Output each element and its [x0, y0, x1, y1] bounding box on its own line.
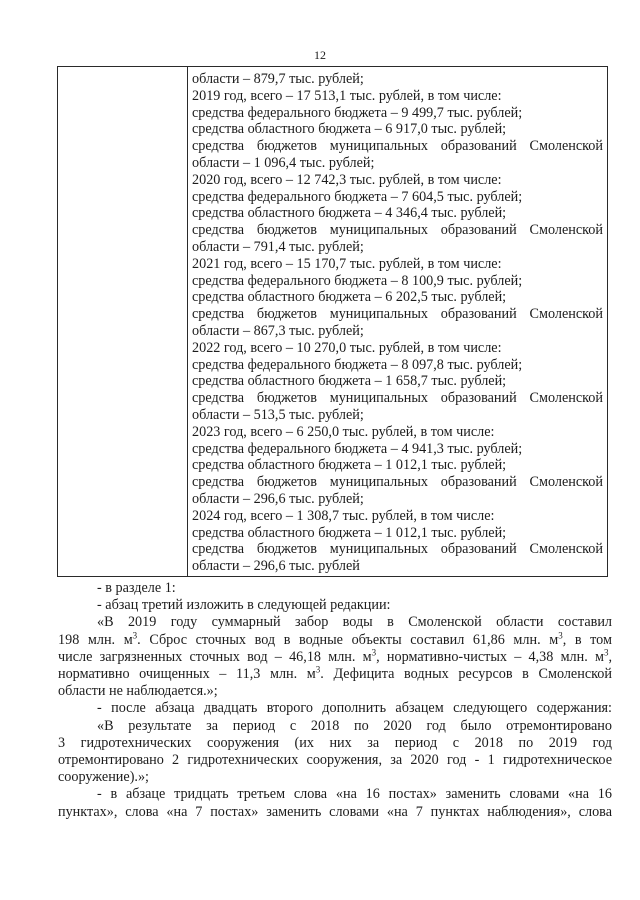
table-line: области – 296,6 тыс. рублей;	[192, 490, 364, 507]
paragraph-block	[58, 735, 612, 787]
table-line: 2024 год, всего – 1 308,7 тыс. рублей, в том числе:	[192, 507, 495, 524]
paragraph-line: «В 2019 году суммарный забор воды в Смоленской области составил	[97, 614, 612, 631]
paragraph-block	[58, 804, 612, 821]
table-line: средства федерального бюджета – 8 097,8 тыс. рублей;	[192, 356, 523, 373]
paragraph-line: числе загрязненных сточных вод – 46,18 млн. $м^3$, нормативно-чистых – 4,38 млн. $м^3$,	[58, 647, 612, 665]
table-line: средства бюджетов муниципальных образований Смоленской	[192, 474, 603, 491]
page-number: 12	[314, 48, 326, 62]
paragraph-line: - в абзаце тридцать третьем слова «на 16 постах» заменить словами «на 16	[97, 786, 612, 803]
paragraph-line: сооружение).»;	[58, 769, 149, 786]
table-line: средства бюджетов муниципальных образований Смоленской	[192, 306, 603, 323]
table-line: 2021 год, всего – 15 170,7 тыс. рублей, в том числе:	[192, 255, 502, 272]
table-line: средства бюджетов муниципальных образований Смоленской	[192, 138, 603, 155]
funding-table	[57, 66, 608, 577]
table-line: области – 867,3 тыс. рублей;	[192, 322, 364, 339]
table-line: средства федерального бюджета – 8 100,9 тыс. рублей;	[192, 272, 523, 289]
table-line: области – 513,5 тыс. рублей;	[192, 406, 364, 423]
paragraph-intro: - абзац третий изложить в следующей редакции:	[97, 597, 391, 614]
amendment-text	[58, 580, 612, 821]
table-line: области – 791,4 тыс. рублей;	[192, 238, 364, 255]
paragraph-line: 198 млн. $м^3$. Сброс сточных вод в водные объекты составил 61,86 млн. $м^3$, в том	[58, 629, 612, 648]
table-line: 2020 год, всего – 12 742,3 тыс. рублей, в том числе:	[192, 171, 502, 188]
table-column-divider	[187, 67, 188, 576]
table-line: средства федерального бюджета – 9 499,7 тыс. рублей;	[192, 104, 523, 121]
table-line: средства бюджетов муниципальных образований Смоленской	[192, 222, 603, 239]
table-line: средства областного бюджета – 1 658,7 тыс. рублей;	[192, 373, 507, 390]
table-line: 2019 год, всего – 17 513,1 тыс. рублей, в том числе:	[192, 87, 502, 104]
section-line: - в разделе 1:	[97, 580, 176, 596]
table-line: средства областного бюджета – 4 346,4 тыс. рублей;	[192, 205, 507, 222]
table-line: области – 1 096,4 тыс. рублей;	[192, 154, 375, 171]
table-line: 2022 год, всего – 10 270,0 тыс. рублей, в том числе:	[192, 339, 502, 356]
table-line: средства федерального бюджета – 4 941,3 тыс. рублей;	[192, 440, 523, 457]
table-line: средства областного бюджета – 1 012,1 тыс. рублей;	[192, 524, 507, 541]
table-line: средства областного бюджета – 6 202,5 тыс. рублей;	[192, 289, 507, 306]
paragraph-intro: - после абзаца двадцать второго дополнить абзацем следующего содержания:	[97, 700, 612, 717]
paragraph-line: 3 гидротехнических сооружения (их них за период с 2018 по 2019 год	[58, 734, 612, 751]
table-line: средства областного бюджета – 6 917,0 тыс. рублей;	[192, 121, 507, 138]
table-line: средства федерального бюджета – 7 604,5 тыс. рублей;	[192, 188, 523, 205]
paragraph-line: отремонтировано 2 гидротехнических сооружения, за 2020 год - 1 гидротехническое	[58, 752, 612, 769]
table-line: области – 296,6 тыс. рублей	[192, 558, 360, 575]
table-line: 2023 год, всего – 6 250,0 тыс. рублей, в том числе:	[192, 423, 495, 440]
table-line: области – 879,7 тыс. рублей;	[192, 71, 364, 87]
paragraph-line: области не наблюдается.»;	[58, 683, 218, 700]
table-line: средства областного бюджета – 1 012,1 тыс. рублей;	[192, 457, 507, 474]
paragraph-block	[58, 629, 612, 701]
table-line: средства бюджетов муниципальных образований Смоленской	[192, 390, 603, 407]
paragraph-line: пунктах», слова «на 7 постах» заменить словами «на 7 пунктах наблюдения», слова	[58, 803, 612, 820]
table-line: средства бюджетов муниципальных образований Смоленской	[192, 541, 603, 558]
funding-cell	[192, 71, 603, 575]
paragraph-line: «В результате за период с 2018 по 2020 год было отремонтировано	[97, 717, 612, 734]
paragraph-line: нормативно очищенных – 11,3 млн. $м^3$. Дефицита водных ресурсов в Смоленской	[58, 664, 612, 683]
